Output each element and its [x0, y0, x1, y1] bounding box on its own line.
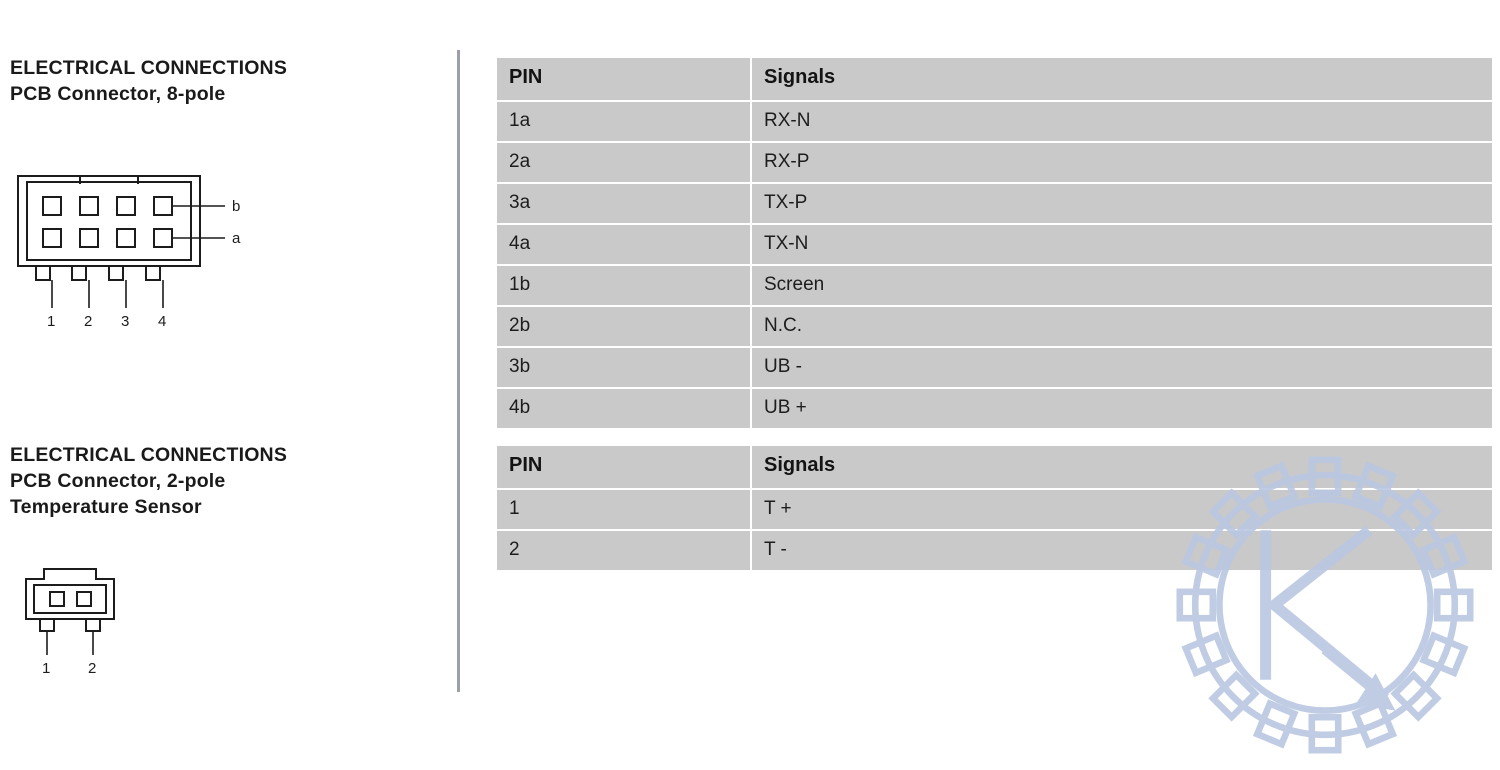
cell-signal: Screen [751, 265, 1492, 306]
left-column [10, 55, 430, 685]
section-8-pole-heading: ELECTRICAL CONNECTIONS [10, 57, 288, 79]
table-row [497, 142, 1492, 183]
column-header-pin: PIN [497, 446, 751, 489]
cell-signal: N.C. [751, 306, 1492, 347]
pinout-tables [497, 58, 1492, 570]
pcb-connector-2-pole-diagram [10, 555, 430, 685]
pcb-connector-8-pole-diagram [10, 168, 430, 338]
vertical-divider [457, 50, 460, 692]
cell-signal: TX-N [751, 224, 1492, 265]
cell-signal: RX-N [751, 101, 1492, 142]
pin2-label-2: 2 [88, 659, 97, 677]
pin-label-1: 1 [47, 312, 56, 330]
table-row [497, 306, 1492, 347]
cell-pin: 3b [497, 347, 751, 388]
cell-pin: 3a [497, 183, 751, 224]
cell-signal: RX-P [751, 142, 1492, 183]
pinout-table-8-pole [497, 58, 1492, 428]
pin-label-3: 3 [121, 312, 130, 330]
cell-signal: T - [751, 530, 1492, 570]
table-row [497, 347, 1492, 388]
column-header-pin: PIN [497, 58, 751, 101]
row-label-a: a [232, 229, 241, 247]
column-header-signals: Signals [751, 446, 1492, 489]
pin-label-4: 4 [158, 312, 167, 330]
cell-pin: 2a [497, 142, 751, 183]
cell-pin: 1 [497, 489, 751, 530]
pinout-table-2-pole [497, 446, 1492, 570]
cell-pin: 4a [497, 224, 751, 265]
table-header-row [497, 446, 1492, 489]
table-row [497, 489, 1492, 530]
cell-signal: T + [751, 489, 1492, 530]
cell-pin: 2 [497, 530, 751, 570]
cell-pin: 1a [497, 101, 751, 142]
table-row [497, 530, 1492, 570]
cell-pin: 4b [497, 388, 751, 428]
section-2-pole-title [10, 442, 430, 521]
column-header-signals: Signals [751, 58, 1492, 101]
section-2-pole-subheading: PCB Connector, 2-pole [10, 469, 226, 492]
cell-signal: UB - [751, 347, 1492, 388]
cell-signal: TX-P [751, 183, 1492, 224]
section-8-pole-subheading: PCB Connector, 8-pole [10, 83, 226, 106]
table-row [497, 183, 1492, 224]
table-header-row [497, 58, 1492, 101]
cell-signal: UB + [751, 388, 1492, 428]
table-row [497, 224, 1492, 265]
section-2-pole-heading: ELECTRICAL CONNECTIONS [10, 443, 288, 466]
section-8-pole-title [10, 55, 430, 108]
row-label-b: b [232, 197, 241, 215]
table-row [497, 388, 1492, 428]
table-row [497, 265, 1492, 306]
table-row [497, 101, 1492, 142]
cell-pin: 2b [497, 306, 751, 347]
pin2-label-1: 1 [42, 659, 51, 677]
cell-pin: 1b [497, 265, 751, 306]
pin-label-2: 2 [84, 312, 93, 330]
section-2-pole-subheading-2: Temperature Sensor [10, 496, 202, 519]
